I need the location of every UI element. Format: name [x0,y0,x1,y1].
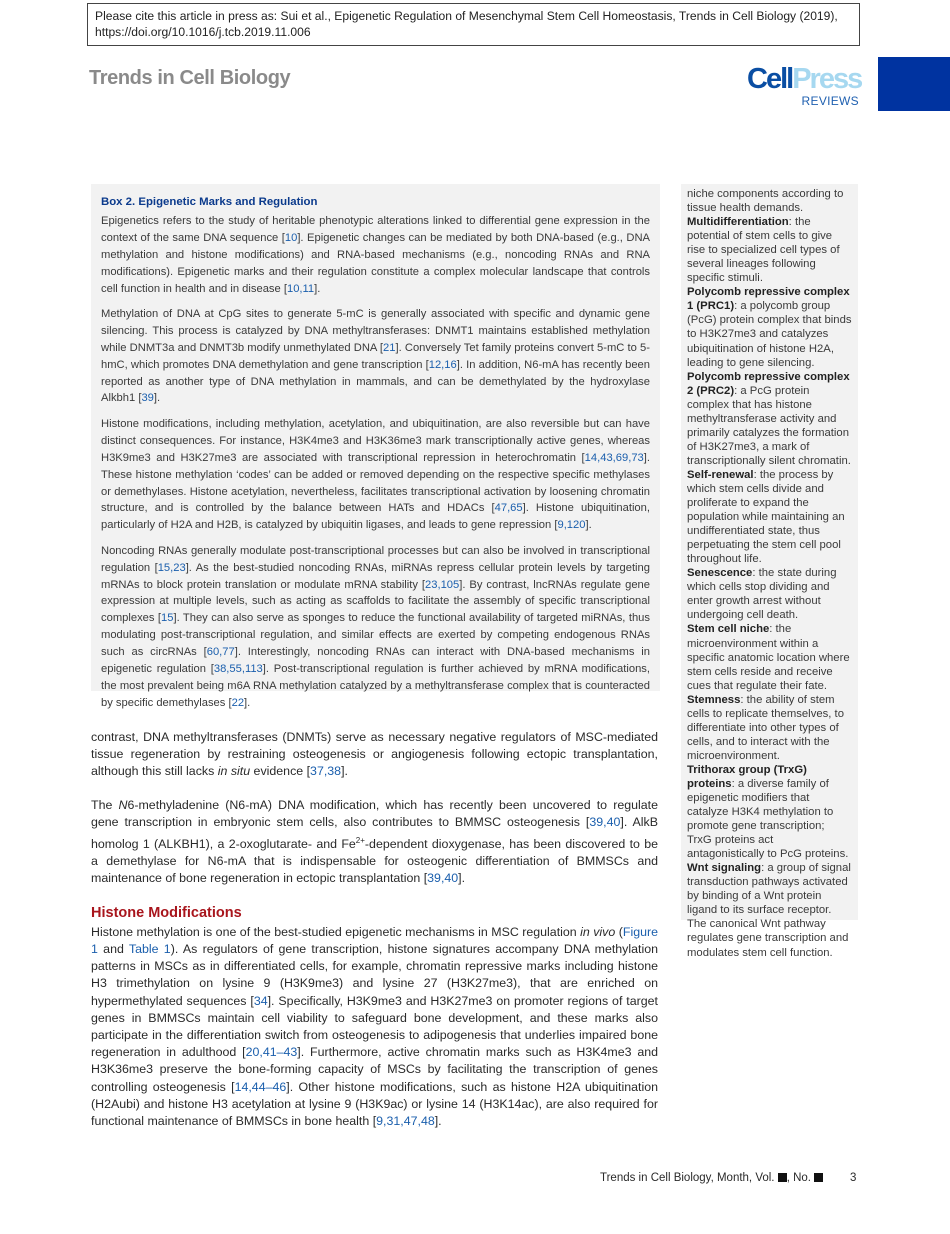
reference-link[interactable]: 15 [161,612,174,625]
italic-text: N [118,798,128,813]
glossary-entry [687,622,852,692]
reference-link[interactable]: 10,11 [286,282,315,295]
glossary-definition: : the state during which cells stop dividing and enter growth arrest without undergoing cell death. [687,567,837,622]
glossary-list [681,184,858,960]
glossary-entry [687,861,852,959]
reference-link[interactable]: 39 [141,392,154,405]
body-paragraph: contrast, DNA methyltransferases (DNMTs) serve as necessary negative regulators of MSC-mediated tissue regeneration by restraining osteogenesis or angiogenesis following ectopic transplantation, although this still lacks in situ evidence [37,38]. [91,730,658,779]
box-2 [91,184,660,709]
footer-journal: Trends in Cell Biology, Month, Vol. [600,1172,775,1184]
superscript: 2+ [355,835,365,845]
reference-link[interactable]: 23,105 [425,578,460,591]
glossary-definition: : a group of signal transduction pathways activated by binding of a Wnt protein ligand to its surface receptor. The canonical Wnt pathway regulates gene transcription and modulates stem cell function. [687,862,851,959]
reference-link[interactable]: 9,120 [557,519,586,532]
reference-link[interactable]: 39,40 [589,815,621,830]
glossary-definition: : the potential of stem cells to give rise to specialized cell types of several lineages following specific stimuli. [687,216,840,285]
italic-text: in vivo [580,924,616,939]
glossary-entry [687,468,852,566]
glossary-entry [687,285,852,369]
reference-link[interactable]: 12,16 [428,358,457,371]
glossary-lead-in: niche components according to tissue health demands. [687,188,844,215]
reference-link[interactable]: 9,31,47,48 [376,1113,435,1128]
reference-link[interactable]: 15,23 [157,561,186,574]
reference-link[interactable]: 47,65 [494,502,523,515]
citation-text: Please cite this article in press as: Sui et al., Epigenetic Regulation of Mesenchymal Stem Cell Homeostasis, Trends in Cell Biology (2019), https://doi.org/10.1016/j.tcb.2019.11.006 [95,9,838,40]
section-heading: Histone Modifications [91,904,242,921]
reference-link[interactable]: 39,40 [427,871,459,886]
glossary-definition: : the ability of stem cells to replicate themselves, to differentiate into other types of cells, and to interact with the microenvironment. [687,693,844,762]
reference-link[interactable]: 60,77 [206,646,235,659]
reference-link[interactable]: Figure 1 [91,924,658,956]
glossary-term: Polycomb repressive complex 2 (PRC2) [687,370,850,397]
reference-link[interactable]: 38,55,113 [213,663,263,676]
box-paragraph: Histone modifications, including methylation, acetylation, and ubiquitination, are also reversible but can have distinct consequences. For instance, H3K4me3 and H3K36me3 mark transcriptionally active genes, whereas H3K9me3 and H3K27me3 are associated with transcriptional repression in heterochromatin [14,43,69,73]. These histone methylation ‘codes’ can be added or removed depending on the respective specific methylases or demethylases. Histone acetylation, nevertheless, facilitates transcriptional activation by loosening chromatin structure, and is controlled by the balance between HATs and HDACs [47,65]. Histone ubiquitination, particularly of H2A and H2B, is catalyzed by ubiquitin ligases, and leads to gene repression [9,120]. [101,417,650,532]
issue-placeholder-icon [814,1173,823,1182]
box-paragraph: Noncoding RNAs generally modulate post-transcriptional processes but can also be involved in transcriptional regulation [15,23]. As the best-studied noncoding RNAs, miRNAs repress cellular protein levels by targeting mRNAs to block protein translation or modulate mRNA stability [23,105]. By contrast, lncRNAs regulate gene expression at multiple levels, such as acting as scaffolds to facilitate the assembly of specific transcriptional complexes [15]. They can also serve as sponges to reduce the functional availability of targeted miRNAs, thus modulating post-transcriptional regulation, and similar effects are exerted by competing endogenous RNAs such as circRNAs [60,77]. Interestingly, noncoding RNAs can interact with DNA-based mechanisms in epigenetic regulation [38,55,113]. Post-transcriptional regulation is further achieved by mRNA modifications, the most prevalent being m6A RNA methylation catalyzed by a methyltransferase complex that is counteracted by specific demethylases [22]. [101,544,650,709]
body-paragraph: Histone methylation is one of the best-studied epigenetic mechanisms in MSC regulation in vivo (Figure 1 and Table 1). As regulators of gene transcription, histone signatures accompany DNA methylation patterns in MSCs as in differentiated cells, for example, chromatin repressive marks including histone H3 trimethylation on lysine 9 (H3K9me3) and lysine 27 (H3K27me3), that are enriched on hypermethylated sequences [34]. Specifically, H3K9me3 and H3K27me3 on promoter regions of target genes in BMMSCs maintain cell viability to safeguard bone development, and these marks also participate in the differentiation switch from osteogenesis to adipogenesis that underlies impaired bone regeneration in adulthood [20,41–43]. Furthermore, active chromatin marks such as H3K4me3 and H3K36me3 preserve the bone-forming capacity of MSCs by facilitating the transcription of genes controlling osteogenesis [14,44–46]. Other histone modifications, such as histone H2A ubiquitination (H2Aubi) and histone H3 acetylation at lysine 9 (H3K9ac) or lysine 14 (H3K14ac), are also required for functional maintenance of BMMSCs in bone health [9,31,47,48]. [91,924,659,1128]
page-footer [600,1172,857,1184]
glossary-entry [687,566,852,622]
main-text [91,729,658,1147]
reference-link[interactable]: 37,38 [310,764,342,779]
glossary-term: Polycomb repressive complex 1 (PRC1) [687,286,850,313]
reference-link[interactable]: 14,43,69,73 [584,451,644,464]
logo-cell: Cell [747,63,793,95]
glossary-definition: : a polycomb group (PcG) protein complex that binds to H3K27me3 and catalyzes ubiquitination of histone H2A, leading to gene silencing. [687,300,852,369]
glossary-term: Stem cell niche [687,623,770,636]
italic-text: in situ [217,764,251,779]
volume-placeholder-icon [778,1173,787,1182]
logo-press: Press [792,63,862,95]
body-paragraph: The N6-methyladenine (N6-mA) DNA modification, which has recently been uncovered to regulate gene transcription in embryonic stem cells, also contributes to BMMSC osteogenesis [39,40]. AlkB homolog 1 (ALKBH1), a 2-oxoglutarate- and $Fe^{2+}$-dependent dioxygenase, has been discovered to be a demethylase for N6-mA that is indispensable for osteogenic differentiation of BMMSCs and maintenance of bone regeneration in ectopic transplantation [39,40]. [91,798,658,886]
glossary-definition: : the microenvironment within a specific anatomic location where stem cells reside and receive cues that regulate their fate. [687,623,850,692]
reference-link[interactable]: 22 [231,696,245,709]
section-tab-marker [878,57,950,111]
glossary-entry [687,370,852,468]
box-paragraph: Methylation of DNA at CpG sites to generate 5-mC is generally associated with specific and dynamic gene silencing. This process is catalyzed by DNA methyltransferases: DNMT1 maintains established methylation while DNMT3a and DNMT3b modify unmethylated DNA [21]. Conversely Tet family proteins convert 5-mC to 5-hmC, which promotes DNA demethylation and gene transcription [12,16]. In addition, N6-mA has recently been reported as another type of DNA methylation in mammals, and can be demethylated by the hydroxylase Alkbh1 [39]. [101,307,650,405]
glossary-term: Self-renewal [687,468,754,481]
box-paragraph: Epigenetics refers to the study of heritable phenotypic alterations linked to differential gene expression in the context of the same DNA sequence [10]. Epigenetic changes can be mediated by both DNA-based (e.g., DNA methylation and histone modifications) and RNA-based mechanisms (e.g., noncoding RNAs and RNA modifications). Epigenetic marks and their regulation constitute a complex molecular landscape that controls cell function in health and in disease [10,11]. [101,214,650,295]
glossary-sidebar [681,184,858,959]
reference-link[interactable]: 34 [253,993,268,1008]
glossary-term: Stemness [687,693,741,706]
glossary-definition: : the process by which stem cells divide and proliferate to expand the population while maintaining an undifferentiated state, thus perpetuating the stem cell pool throughout life. [687,468,845,566]
glossary-term: Trithorax group (TrxG) proteins [687,763,807,790]
journal-title: Trends in Cell Biology [89,67,291,89]
citation-notice [87,3,860,46]
box-title: Box 2. Epigenetic Marks and Regulation [101,196,318,208]
glossary-entry [687,215,852,285]
glossary-term: Multidifferentiation [687,216,789,229]
footer-no: , No. [786,1172,811,1184]
reference-link[interactable]: 20,41–43 [245,1045,298,1060]
page-number: 3 [850,1172,857,1184]
glossary-definition: : a diverse family of epigenetic modifiers that catalyze H3K4 methylation to promote gene transcription; TrxG proteins act antagonistically to PcG proteins. [687,777,849,861]
reference-link[interactable]: Table 1 [128,941,171,956]
cellpress-logo [747,63,862,108]
logo-reviews: REVIEWS [801,94,859,108]
glossary-definition: : a PcG protein complex that has histone methyltransferase activity and primarily catalyzes the formation of H3K27me3, a mark of transcriptionally silent chromatin. [687,384,851,467]
reference-link[interactable]: 21 [383,341,396,354]
reference-link[interactable]: 14,44–46 [234,1079,287,1094]
glossary-term: Senescence [687,567,753,580]
glossary-entry [687,763,852,861]
glossary-term: Wnt signaling [687,862,762,875]
glossary-entry [687,693,852,763]
reference-link[interactable]: 10 [284,231,298,244]
